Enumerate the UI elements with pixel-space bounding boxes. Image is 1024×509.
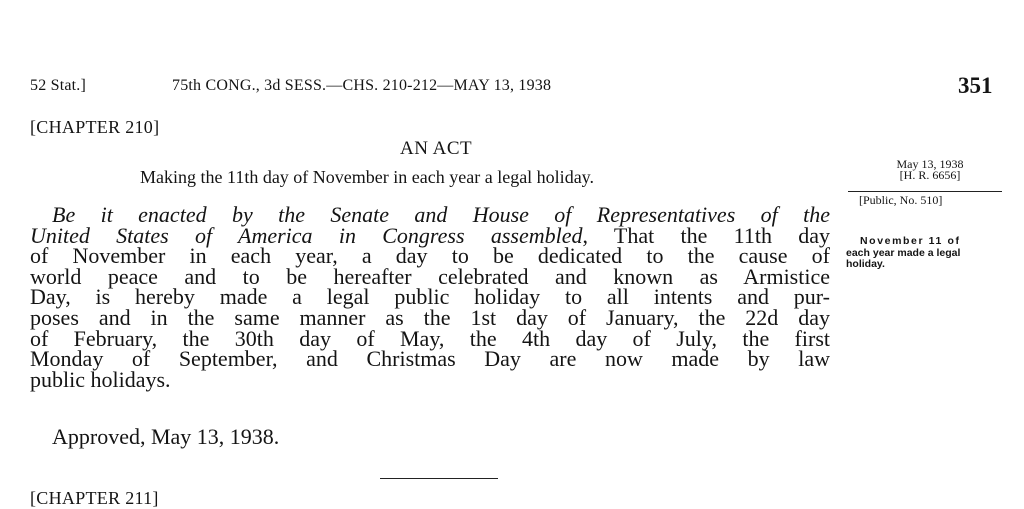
margin-date-block — [880, 159, 980, 181]
running-head-statute — [30, 77, 86, 95]
enacting-clause-line1: Be it enacted by the Senate and House of Representatives of the — [52, 202, 830, 227]
section-divider — [380, 478, 498, 479]
margin-note-line3: holiday. — [846, 258, 885, 270]
margin-note-line2: each year made a legal — [846, 246, 961, 259]
body-line: Monday of September, and Christmas Day are now made by law — [30, 346, 830, 372]
next-chapter-heading: [CHAPTER 211] — [30, 488, 159, 508]
margin-bill-number: [H. R. 6656] — [899, 168, 961, 182]
margin-divider — [848, 191, 1002, 192]
running-head-session: 75th CONG., 3d SESS.—CHS. 210-212—MAY 13, 1938 — [172, 77, 552, 94]
act-purpose: Making the 11th day of November in each year a legal holiday. — [140, 167, 595, 187]
approval-date: Approved, May 13, 1938. — [52, 424, 280, 449]
body-line: poses and in the same manner as the 1st day of January, the 22d day — [30, 304, 830, 330]
body-line: of November in each year, a day to be dedicated to the cause of — [30, 243, 830, 269]
body-line: Day, is hereby made a legal public holiday to all intents and pur- — [30, 284, 830, 310]
page-number: 351 — [958, 73, 993, 98]
margin-note-line1: November 11 of — [860, 235, 961, 247]
body-line: public holidays. — [30, 366, 171, 392]
act-body — [30, 202, 830, 392]
statute-volume: 52 Stat.] — [30, 77, 87, 94]
body-line: world peace and to be hereafter celebrated and known as Armistice — [30, 263, 830, 289]
enacting-clause-italic: United States of America in Congress assembled — [30, 222, 583, 248]
act-title: AN ACT — [400, 138, 473, 159]
chapter-heading: [CHAPTER 210] — [30, 117, 160, 137]
enacting-clause-rest: , That the 11th day — [582, 222, 830, 248]
margin-public-law: [Public, No. 510] — [859, 193, 943, 207]
margin-date: May 13, 1938 — [896, 157, 964, 171]
body-line: of February, the 30th day of May, the 4th day of July, the first — [30, 325, 830, 351]
margin-note — [846, 236, 961, 271]
